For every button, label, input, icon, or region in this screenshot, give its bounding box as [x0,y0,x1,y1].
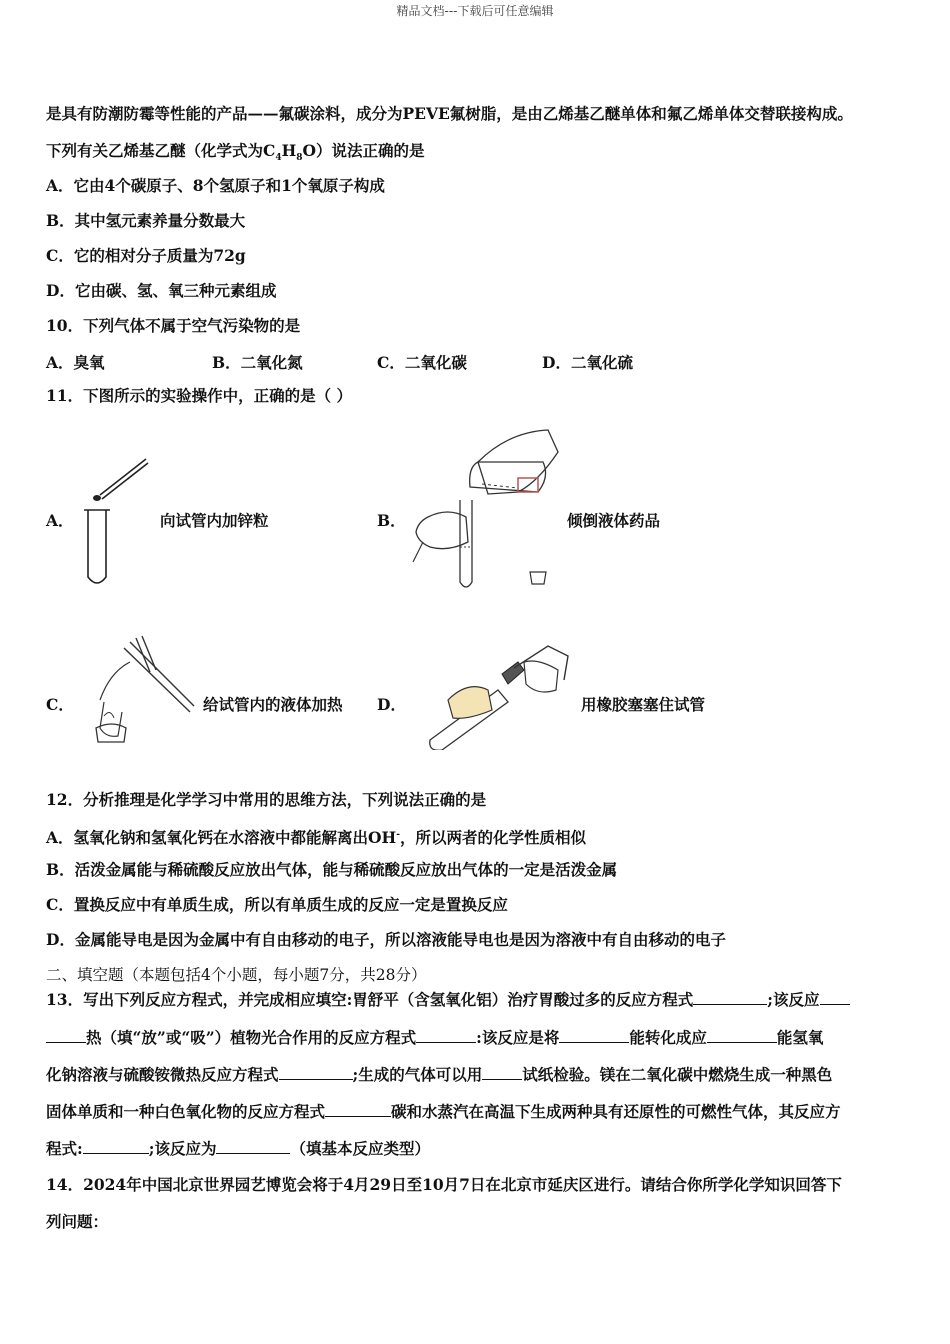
q9-option-a: A．它由4个碳原子、8个氢原子和1个氧原子构成 [46,176,385,195]
q9-option-c: C．它的相对分子质量为72g [46,246,246,265]
q12-stem: 12．分析推理是化学学习中常用的思维方法，下列说法正确的是 [46,790,487,809]
answer-blank[interactable] [46,1028,86,1043]
q10-option-b: B．二氧化氮 [212,353,303,372]
answer-blank[interactable] [707,1028,777,1043]
q13-line1: 13．写出下列反应方程式，并完成相应填空:胃舒平（含氢氧化铝）治疗胃酸过多的反应方程式 ;该反应 [46,990,850,1010]
q13-line5: 程式: ;该反应为 （填基本反应类型） [46,1139,430,1158]
section2-heading: 二、填空题（本题包括4个小题，每小题7分，共28分） [46,966,427,984]
q13-line4: 固体单质和一种白色氧化物的反应方程式 碳和水蒸汽在高温下生成两种具有还原性的可燃性气体，其反应方 [46,1102,841,1121]
zinc-test-tube-illustration [80,455,160,590]
q11-stem: 11．下图所示的实验操作中，正确的是（ ） [46,386,352,405]
q9-option-d: D．它由碳、氢、氧三种元素组成 [46,281,277,300]
q9-option-b: B．其中氢元素养量分数最大 [46,211,246,230]
q12-option-a: A．氢氧化钠和氢氧化钙在水溶液中都能解离出OH-，所以两者的化学性质相似 [46,828,586,848]
q10-option-a: A．臭氧 [46,353,105,372]
q13-line3: 化钠溶液与硫酸铵微热反应方程式 ;生成的气体可以用 试纸检验。镁在二氧化碳中燃烧生成一种黑色 [46,1065,833,1084]
answer-blank[interactable] [325,1102,391,1117]
q11-caption-d: 用橡胶塞塞住试管 [581,695,706,714]
q11-label-c: C． [46,695,74,714]
intro-text: 是具有防潮防霉等性能的产品——氟碳涂料，成分为PEVE氟树脂，是由乙烯基乙醚单体和氟乙烯单体交替联接构成。 [46,104,853,123]
heating-tube-illustration [90,632,198,750]
q12-option-c: C．置换反应中有单质生成，所以有单质生成的反应一定是置换反应 [46,895,508,914]
q10-stem: 10．下列气体不属于空气污染物的是 [46,316,301,335]
q13-line2: 热（填“放”或“吸”）植物光合作用的反应方程式 :该反应是将 能转化成应 能氢氧 [46,1028,823,1048]
q11-label-b: B． [377,511,406,530]
answer-blank[interactable] [559,1028,629,1043]
answer-blank[interactable] [820,990,850,1005]
q11-caption-c: 给试管内的液体加热 [203,695,343,714]
answer-blank[interactable] [482,1065,522,1080]
q14-line2: 列问题： [46,1212,109,1231]
q14-line1: 14．2024年中国北京世界园艺博览会将于4月29日至10月7日在北京市延庆区进行。请结合你所学化学知识回答下 [46,1175,842,1194]
q11-label-a: A． [46,511,74,530]
answer-blank[interactable] [279,1065,353,1080]
q12-option-b: B．活泼金属能与稀硫酸反应放出气体，能与稀硫酸反应放出气体的一定是活泼金属 [46,860,618,879]
answer-blank[interactable] [416,1028,476,1043]
q9-stem: 下列有关乙烯基乙醚（化学式为$C_4H_8O$）说法正确的是 [46,141,425,164]
page-header: 精品文档---下载后可任意编辑 [396,4,554,18]
q11-label-d: D． [377,695,406,714]
q10-option-c: C．二氧化碳 [377,353,467,372]
q10-option-d: D．二氧化硫 [542,353,633,372]
pouring-liquid-illustration [408,422,568,594]
answer-blank[interactable] [216,1139,290,1154]
stopper-tube-illustration [408,640,576,750]
q11-caption-a: 向试管内加锌粒 [160,511,269,530]
q11-caption-b: 倾倒液体药品 [567,511,661,530]
q12-option-d: D．金属能导电是因为金属中有自由移动的电子，所以溶液能导电也是因为溶液中有自由移动的电子 [46,930,726,949]
answer-blank[interactable] [693,990,767,1005]
answer-blank[interactable] [83,1139,149,1154]
